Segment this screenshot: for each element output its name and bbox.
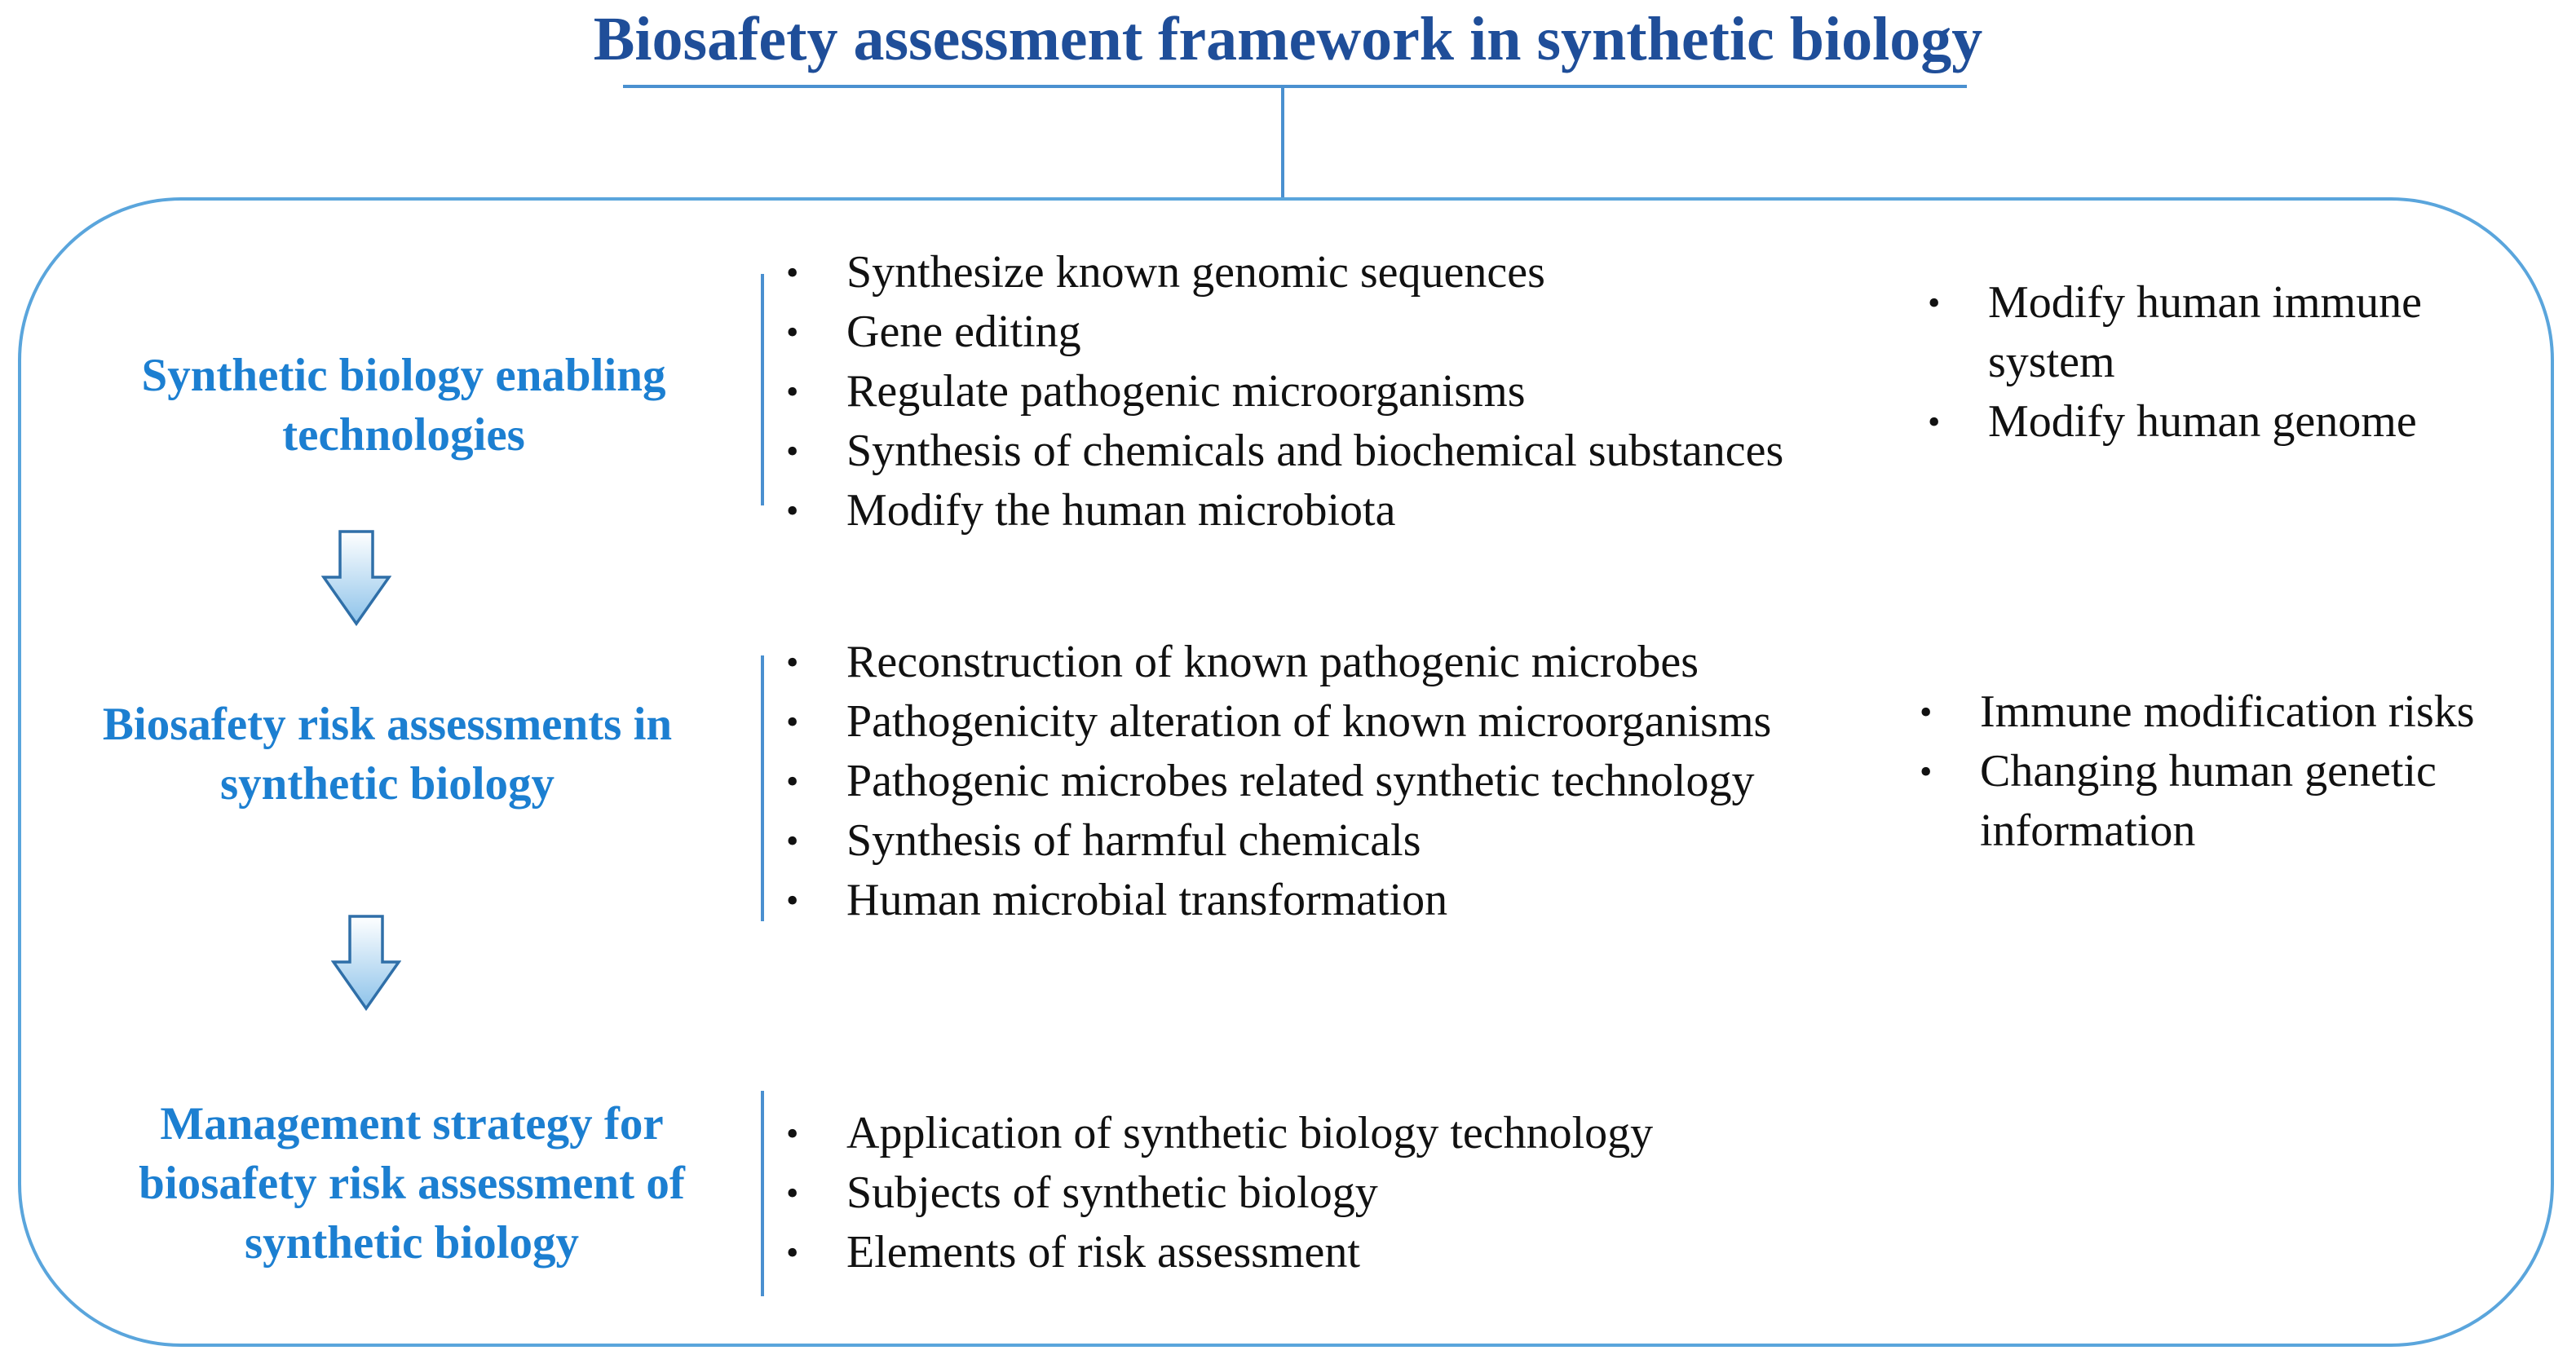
list-item: • Modify human immune system bbox=[1926, 273, 2497, 392]
title-underline bbox=[623, 85, 1967, 88]
list-item: • Regulate pathogenic microorganisms bbox=[784, 362, 1783, 421]
down-arrow-icon bbox=[331, 915, 401, 1011]
list-item: • Elements of risk assessment bbox=[784, 1223, 1653, 1282]
heading-line: biosafety risk assessment of bbox=[139, 1158, 685, 1209]
section-divider-line bbox=[761, 1091, 764, 1296]
section-heading-risk-assessments bbox=[57, 695, 718, 814]
heading-line: technologies bbox=[282, 409, 525, 461]
management-strategy-list bbox=[784, 1104, 1653, 1282]
risk-assessments-list bbox=[784, 633, 1771, 930]
list-item: • Synthesis of harmful chemicals bbox=[784, 811, 1771, 871]
section-divider-line bbox=[761, 655, 764, 921]
list-item: • Pathogenic microbes related synthetic technology bbox=[784, 752, 1771, 811]
list-item: • Modify the human microbiota bbox=[784, 481, 1783, 541]
list-item: • Synthesize known genomic sequences bbox=[784, 243, 1783, 302]
list-item: • Subjects of synthetic biology bbox=[784, 1163, 1653, 1223]
list-item: • Synthesis of chemicals and biochemical substances bbox=[784, 421, 1783, 481]
section-divider-line bbox=[761, 274, 764, 505]
enabling-technologies-side-list bbox=[1926, 273, 2497, 452]
section-heading-management-strategy bbox=[82, 1094, 742, 1273]
risk-assessments-side-list bbox=[1918, 682, 2538, 861]
list-item: • Reconstruction of known pathogenic microbes bbox=[784, 633, 1771, 692]
heading-line: synthetic biology bbox=[219, 758, 555, 810]
title-connector-line bbox=[1281, 86, 1284, 199]
list-item: • Changing human genetic information bbox=[1918, 742, 2538, 861]
list-item: • Pathogenicity alteration of known microorganisms bbox=[784, 692, 1771, 752]
down-arrow-icon bbox=[321, 530, 391, 626]
list-item: • Application of synthetic biology technology bbox=[784, 1104, 1653, 1163]
enabling-technologies-list bbox=[784, 243, 1783, 541]
heading-line: Synthetic biology enabling bbox=[141, 350, 666, 401]
heading-line: synthetic biology bbox=[244, 1217, 580, 1269]
heading-line: Biosafety risk assessments in bbox=[102, 699, 673, 750]
list-item: • Immune modification risks bbox=[1918, 682, 2538, 742]
list-item: • Gene editing bbox=[784, 302, 1783, 362]
list-item: • Human microbial transformation bbox=[784, 871, 1771, 930]
list-item: • Modify human genome bbox=[1926, 392, 2497, 452]
heading-line: Management strategy for bbox=[160, 1098, 664, 1150]
section-heading-enabling-technologies bbox=[73, 346, 734, 465]
diagram-title: Biosafety assessment framework in synthetic biology bbox=[593, 5, 1983, 73]
